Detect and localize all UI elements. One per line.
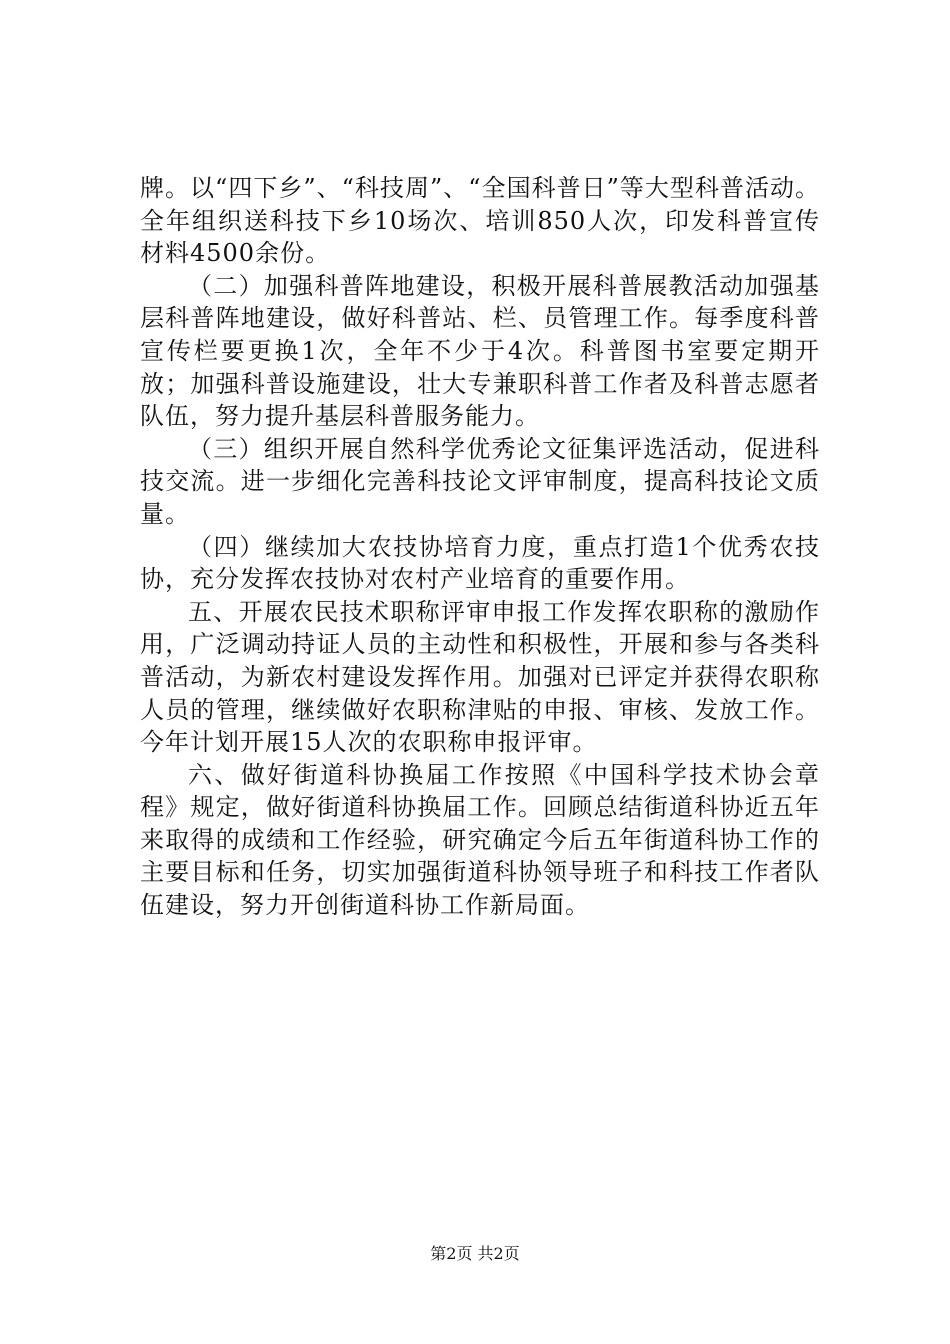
- paragraph-continuation: 牌。以“四下乡”、“科技周”、“全国科普日”等大型科普活动。全年组织送科技下乡10场次、培训850人次，印发科普宣传材料4500余份。: [140, 174, 820, 268]
- document-body: [140, 172, 820, 922]
- paragraph-section-five: 五、开展农民技术职称评审申报工作发挥农职称的激励作用，广泛调动持证人员的主动性和积极性，开展和参与各类科普活动，为新农村建设发挥作用。加强对已评定并获得农职称人员的管理，继续做好农职称津贴的申报、审核、发放工作。今年计划开展15人次的农职称申报评审。: [140, 597, 820, 757]
- page-footer: 第2页 共2页: [430, 1244, 520, 1263]
- paragraph-section-six: 六、做好街道科协换届工作按照《中国科学技术协会章程》规定，做好街道科协换届工作。回顾总结街道科协近五年来取得的成绩和工作经验，研究确定今后五年街道科协工作的主要目标和任务，切实加强街道科协领导班子和科技工作者队伍建设，努力开创街道科协工作新局面。: [140, 760, 820, 920]
- paragraph-section-3: （三）组织开展自然科学优秀论文征集评选活动，促进科技交流。进一步细化完善科技论文评审制度，提高科技论文质量。: [140, 434, 820, 528]
- paragraph-section-4: （四）继续加大农技协培育力度，重点打造1个优秀农技协，充分发挥农技协对农村产业培育的重要作用。: [140, 532, 820, 594]
- paragraph-section-2: （二）加强科普阵地建设，积极开展科普展教活动加强基层科普阵地建设，做好科普站、栏、员管理工作。每季度科普宣传栏要更换1次，全年不少于4次。科普图书室要定期开放；加强科普设施建设，壮大专兼职科普工作者及科普志愿者队伍，努力提升基层科普服务能力。: [140, 271, 820, 431]
